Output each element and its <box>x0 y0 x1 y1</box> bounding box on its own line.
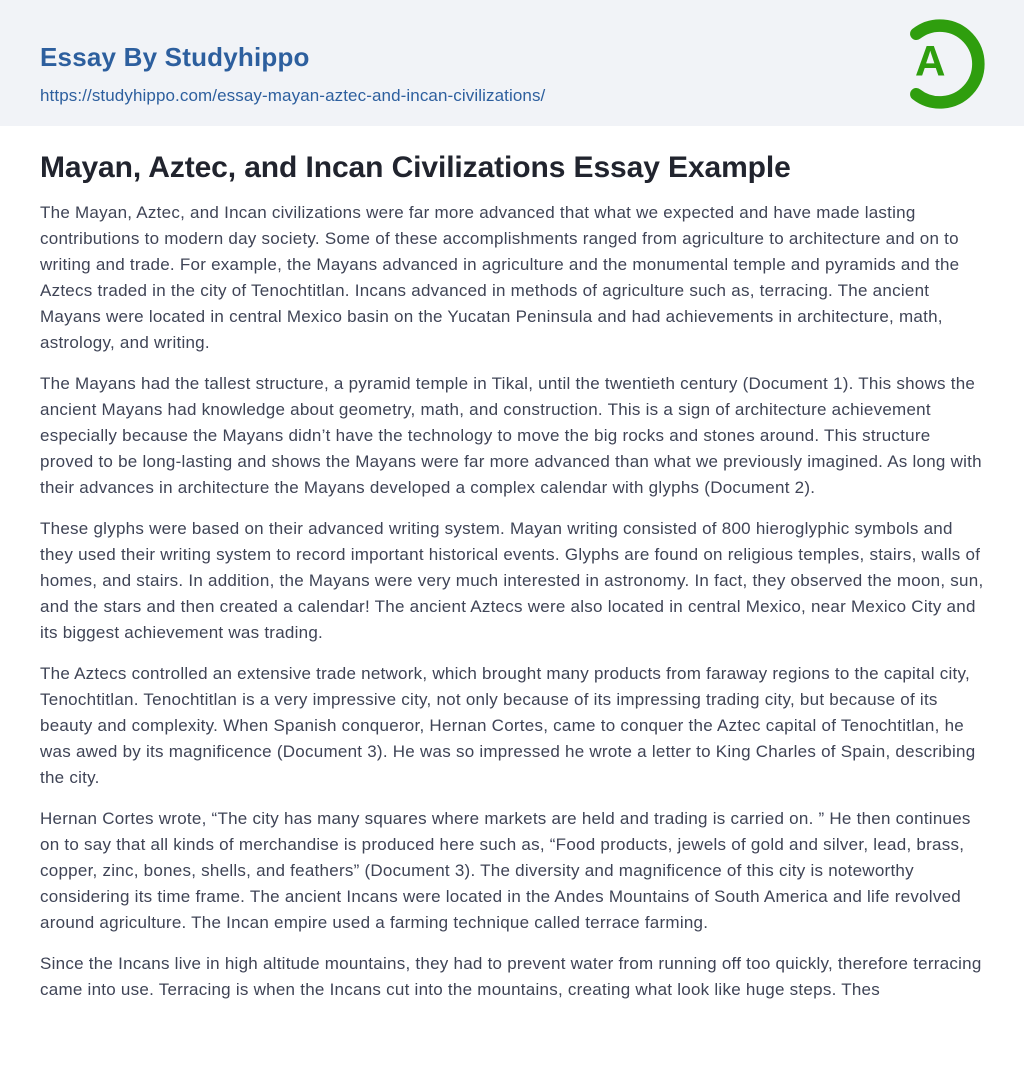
essay-paragraph: These glyphs were based on their advanced writing system. Mayan writing consisted of 800 hieroglyphic symbols and they used their writing system to record important historical events. Glyphs are found on religious temples, stairs, walls of homes, and stairs. In addition, the Mayans were very much interested in astronomy. In fact, they observed the moon, sun, and the stars and then created a calendar! The ancient Aztecs were also located in central Mexico, near Mexico City and its biggest achievement was trading. <box>40 519 984 642</box>
studyhippo-logo <box>890 16 986 112</box>
essay-article <box>0 151 1024 1003</box>
essay-paragraph: Since the Incans live in high altitude mountains, they had to prevent water from running off too quickly, therefore terracing came into use. Terracing is when the Incans cut into the mountains, creating what look like huge steps. Thes <box>40 954 982 999</box>
header-text <box>40 0 984 106</box>
site-title: Essay By Studyhippo <box>40 42 310 72</box>
logo-letter: A <box>915 37 946 85</box>
page-title: Mayan, Aztec, and Incan Civilizations Essay Example <box>40 151 791 184</box>
essay-paragraph: The Mayans had the tallest structure, a pyramid temple in Tikal, until the twentieth century (Document 1). This shows the ancient Mayans had knowledge about geometry, math, and construction. This is a sign of architecture achievement especially because the Mayans didn’t have the technology to move the big rocks and stones around. This structure proved to be long-lasting and shows the Mayans were far more advanced than what we previously imagined. As long with their advances in architecture the Mayans developed a complex calendar with glyphs (Document 2). <box>40 374 982 497</box>
essay-paragraph: Hernan Cortes wrote, “The city has many squares where markets are held and trading is carried on. ” He then continues on to say that all kinds of merchandise is produced here such as, “Food products, jewels of gold and silver, lead, brass, copper, zinc, bones, shells, and feathers” (Document 3). The diversity and magnificence of this city is noteworthy considering its time frame. The ancient Incans were located in the Andes Mountains of South America and life revolved around agriculture. The Incan empire used a farming technique called terrace farming. <box>40 809 971 932</box>
essay-body <box>40 200 984 1003</box>
site-header <box>0 0 1024 126</box>
essay-paragraph: The Aztecs controlled an extensive trade network, which brought many products from faraway regions to the capital city, Tenochtitlan. Tenochtitlan is a very impressive city, not only because of its impressing trading city, but because of its beauty and complexity. When Spanish conqueror, Hernan Cortes, came to conquer the Aztec capital of Tenochtitlan, he was awed by its magnificence (Document 3). He was so impressed he wrote a letter to King Charles of Spain, describing the city. <box>40 664 976 787</box>
essay-url-link[interactable]: https://studyhippo.com/essay-mayan-aztec-and-incan-civilizations/ <box>40 86 546 105</box>
logo-arc-icon <box>890 16 986 112</box>
essay-paragraph: The Mayan, Aztec, and Incan civilizations were far more advanced that what we expected and have made lasting contributions to modern day society. Some of these accomplishments ranged from agriculture to architecture and on to writing and trade. For example, the Mayans advanced in agriculture and the monumental temple and pyramids and the Aztecs traded in the city of Tenochtitlan. Incans advanced in methods of agriculture such as, terracing. The ancient Mayans were located in central Mexico basin on the Yucatan Peninsula and had achievements in architecture, math, astrology, and writing. <box>40 203 960 352</box>
